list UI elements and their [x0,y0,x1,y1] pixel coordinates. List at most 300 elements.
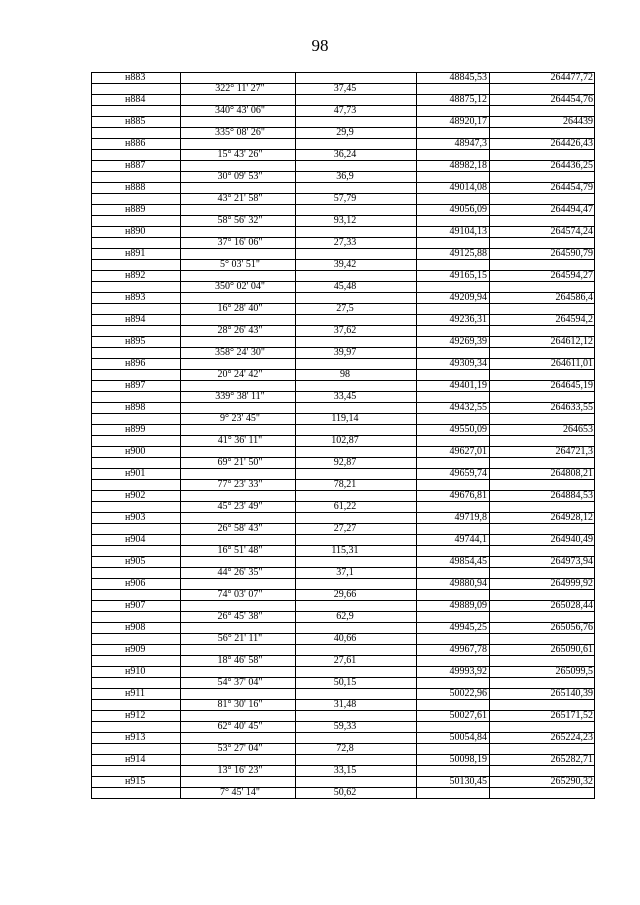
x-coordinate-cell: 49967,78 [449,644,487,655]
table-row-border [91,149,595,150]
distance-cell: 31,48 [333,699,357,710]
point-name-cell: н891 [125,248,146,259]
bearing-cell: 7° 45' 14" [220,787,260,798]
x-coordinate-cell: 49165,15 [449,270,487,281]
distance-cell: 29,9 [336,127,354,138]
x-coordinate-cell: 50130,45 [449,776,487,787]
table-row-border [91,743,595,744]
table-row [91,72,595,83]
distance-cell: 36,24 [333,149,357,160]
distance-cell: 78,21 [333,479,357,490]
point-name-cell: н889 [125,204,146,215]
table-row [91,105,595,116]
table-column-border [180,72,181,798]
x-coordinate-cell: 49889,09 [449,600,487,611]
point-name-cell: н892 [125,270,146,281]
distance-cell: 72,8 [336,743,354,754]
table-row [91,732,595,743]
point-name-cell: н897 [125,380,146,391]
distance-cell: 33,15 [333,765,357,776]
x-coordinate-cell: 49627,01 [449,446,487,457]
table-row-border [91,281,595,282]
table-row [91,534,595,545]
distance-cell: 93,12 [333,215,357,226]
x-coordinate-cell: 49401,19 [449,380,487,391]
table-row [91,358,595,369]
table-row-border [91,798,595,799]
table-row-border [91,237,595,238]
point-name-cell: н884 [125,94,146,105]
table-row-border [91,688,595,689]
point-name-cell: н903 [125,512,146,523]
x-coordinate-cell: 50022,96 [449,688,487,699]
y-coordinate-cell: 265282,71 [550,754,593,765]
bearing-cell: 20° 24' 42" [217,369,263,380]
x-coordinate-cell: 49719,8 [454,512,487,523]
bearing-cell: 16° 28' 40" [217,303,263,314]
x-coordinate-cell: 49432,55 [449,402,487,413]
table-row [91,314,595,325]
table-row-border [91,292,595,293]
bearing-cell: 18° 46' 58" [217,655,263,666]
point-name-cell: н902 [125,490,146,501]
bearing-cell: 45° 23' 49" [217,501,263,512]
table-row-border [91,732,595,733]
table-row [91,325,595,336]
y-coordinate-cell: 264884,53 [550,490,593,501]
distance-cell: 45,48 [333,281,357,292]
point-name-cell: н905 [125,556,146,567]
y-coordinate-cell: 264494,47 [550,204,593,215]
table-row-border [91,468,595,469]
table-row-border [91,534,595,535]
y-coordinate-cell: 265028,44 [550,600,593,611]
y-coordinate-cell: 264586,4 [555,292,593,303]
table-row [91,226,595,237]
table-row-border [91,721,595,722]
table-row [91,248,595,259]
point-name-cell: н886 [125,138,146,149]
bearing-cell: 350° 02' 04" [215,281,265,292]
x-coordinate-cell: 49209,94 [449,292,487,303]
bearing-cell: 28° 26' 43" [217,325,263,336]
table-row [91,237,595,248]
table-row [91,710,595,721]
table-row-border [91,776,595,777]
distance-cell: 29,66 [333,589,357,600]
point-name-cell: н895 [125,336,146,347]
x-coordinate-cell: 49993,92 [449,666,487,677]
table-row [91,347,595,358]
distance-cell: 27,61 [333,655,357,666]
bearing-cell: 41° 36' 11" [217,435,263,446]
table-row [91,545,595,556]
y-coordinate-cell: 264928,12 [550,512,593,523]
table-row-border [91,545,595,546]
table-row [91,633,595,644]
table-row-border [91,787,595,788]
x-coordinate-cell: 49880,94 [449,578,487,589]
distance-cell: 40,66 [333,633,357,644]
table-column-border [594,72,595,798]
table-row [91,369,595,380]
x-coordinate-cell: 49945,25 [449,622,487,633]
table-row [91,457,595,468]
bearing-cell: 77° 23' 33" [217,479,263,490]
point-name-cell: н904 [125,534,146,545]
table-row [91,160,595,171]
table-row [91,743,595,754]
x-coordinate-cell: 49854,45 [449,556,487,567]
table-row [91,644,595,655]
table-row-border [91,226,595,227]
table-row [91,270,595,281]
x-coordinate-cell: 49014,08 [449,182,487,193]
table-row-border [91,556,595,557]
table-row-border [91,589,595,590]
table-row-border [91,94,595,95]
x-coordinate-cell: 48947,3 [454,138,487,149]
x-coordinate-cell: 49744,1 [454,534,487,545]
table-row [91,94,595,105]
y-coordinate-cell: 264590,79 [550,248,593,259]
table-row [91,149,595,160]
table-row-border [91,369,595,370]
table-row-border [91,193,595,194]
table-row [91,380,595,391]
x-coordinate-cell: 49125,88 [449,248,487,259]
y-coordinate-cell: 264454,79 [550,182,593,193]
point-name-cell: н911 [125,688,145,699]
table-row [91,688,595,699]
table-row [91,127,595,138]
table-row-border [91,204,595,205]
distance-cell: 27,27 [333,523,357,534]
y-coordinate-cell: 264973,94 [550,556,593,567]
bearing-cell: 335° 08' 26" [215,127,265,138]
distance-cell: 36,9 [336,171,354,182]
distance-cell: 39,97 [333,347,357,358]
table-row-border [91,127,595,128]
distance-cell: 50,62 [333,787,357,798]
bearing-cell: 15° 43' 26" [217,149,263,160]
table-row-border [91,567,595,568]
point-name-cell: н908 [125,622,146,633]
table-row-border [91,380,595,381]
bearing-cell: 358° 24' 30" [215,347,265,358]
point-name-cell: н896 [125,358,146,369]
table-row [91,754,595,765]
bearing-cell: 26° 58' 43" [217,523,263,534]
table-row [91,435,595,446]
table-row [91,611,595,622]
y-coordinate-cell: 264653 [563,424,593,435]
y-coordinate-cell: 265290,32 [550,776,593,787]
bearing-cell: 81° 30' 16" [217,699,263,710]
table-row-border [91,435,595,436]
x-coordinate-cell: 50054,84 [449,732,487,743]
bearing-cell: 26° 45' 38" [217,611,263,622]
page-number: 98 [311,36,329,55]
table-row [91,259,595,270]
table-row [91,523,595,534]
bearing-cell: 53° 27' 04" [217,743,263,754]
y-coordinate-cell: 264574,24 [550,226,593,237]
table-row [91,391,595,402]
table-row-border [91,523,595,524]
table-row-border [91,490,595,491]
table-row [91,292,595,303]
table-row [91,776,595,787]
table-row [91,215,595,226]
table-row-border [91,512,595,513]
bearing-cell: 69° 21' 50" [217,457,263,468]
table-row-border [91,182,595,183]
bearing-cell: 13° 16' 23" [217,765,263,776]
point-name-cell: н914 [125,754,146,765]
table-row-border [91,655,595,656]
x-coordinate-cell: 49056,09 [449,204,487,215]
table-row [91,589,595,600]
point-name-cell: н915 [125,776,146,787]
table-row [91,413,595,424]
bearing-cell: 16° 51' 48" [217,545,263,556]
point-name-cell: н898 [125,402,146,413]
y-coordinate-cell: 264940,49 [550,534,593,545]
table-row-border [91,391,595,392]
table-row [91,281,595,292]
table-row-border [91,402,595,403]
distance-cell: 39,42 [333,259,357,270]
distance-cell: 59,33 [333,721,357,732]
y-coordinate-cell: 265099,5 [555,666,593,677]
table-row [91,567,595,578]
table-row [91,303,595,314]
x-coordinate-cell: 48982,18 [449,160,487,171]
table-row-border [91,171,595,172]
y-coordinate-cell: 264645,19 [550,380,593,391]
bearing-cell: 44° 26' 35" [217,567,263,578]
y-coordinate-cell: 265224,23 [550,732,593,743]
coordinates-table [91,72,595,798]
table-row-border [91,424,595,425]
table-row [91,787,595,798]
point-name-cell: н887 [125,160,146,171]
distance-cell: 37,62 [333,325,357,336]
table-row [91,204,595,215]
y-coordinate-cell: 265056,76 [550,622,593,633]
x-coordinate-cell: 49236,31 [449,314,487,325]
table-row-border [91,710,595,711]
table-row-border [91,479,595,480]
bearing-cell: 5° 03' 51" [220,259,260,270]
table-row [91,424,595,435]
point-name-cell: н909 [125,644,146,655]
table-row [91,490,595,501]
table-row-border [91,578,595,579]
bearing-cell: 56° 21' 11" [217,633,263,644]
table-row [91,512,595,523]
distance-cell: 33,45 [333,391,357,402]
table-row-border [91,83,595,84]
y-coordinate-cell: 265140,39 [550,688,593,699]
table-row-border [91,336,595,337]
bearing-cell: 74° 03' 07" [217,589,263,600]
table-row-border [91,457,595,458]
table-row [91,446,595,457]
y-coordinate-cell: 264808,21 [550,468,593,479]
y-coordinate-cell: 264436,25 [550,160,593,171]
table-row [91,578,595,589]
x-coordinate-cell: 49550,09 [449,424,487,435]
point-name-cell: н883 [125,72,146,83]
point-name-cell: н900 [125,446,146,457]
x-coordinate-cell: 49269,39 [449,336,487,347]
x-coordinate-cell: 48920,17 [449,116,487,127]
table-row-border [91,138,595,139]
table-row-border [91,358,595,359]
table-row-border [91,160,595,161]
x-coordinate-cell: 48845,53 [449,72,487,83]
table-row [91,600,595,611]
table-row-border [91,72,595,73]
distance-cell: 92,87 [333,457,357,468]
table-row-border [91,765,595,766]
bearing-cell: 339° 38' 11" [215,391,265,402]
table-row [91,501,595,512]
table-row-border [91,314,595,315]
distance-cell: 37,1 [336,567,354,578]
table-column-border [416,72,417,798]
point-name-cell: н885 [125,116,146,127]
table-row [91,622,595,633]
point-name-cell: н912 [125,710,146,721]
table-row [91,193,595,204]
bearing-cell: 37° 16' 06" [217,237,263,248]
table-row-border [91,699,595,700]
point-name-cell: н894 [125,314,146,325]
table-row-border [91,754,595,755]
distance-cell: 62,9 [336,611,354,622]
point-name-cell: н913 [125,732,146,743]
table-row [91,468,595,479]
table-row-border [91,611,595,612]
y-coordinate-cell: 264611,01 [550,358,593,369]
point-name-cell: н907 [125,600,146,611]
table-row-border [91,600,595,601]
bearing-cell: 58° 56' 32" [217,215,263,226]
table-column-border [91,72,92,798]
distance-cell: 57,79 [333,193,357,204]
table-row [91,116,595,127]
y-coordinate-cell: 264999,92 [550,578,593,589]
table-row [91,171,595,182]
point-name-cell: н906 [125,578,146,589]
bearing-cell: 30° 09' 53" [217,171,263,182]
bearing-cell: 54° 37' 04" [217,677,263,688]
table-row-border [91,677,595,678]
bearing-cell: 9° 23' 45" [220,413,260,424]
table-row-border [91,303,595,304]
table-row-border [91,105,595,106]
table-row [91,677,595,688]
table-row-border [91,215,595,216]
table-row-border [91,666,595,667]
table-row-border [91,501,595,502]
y-coordinate-cell: 264633,55 [550,402,593,413]
y-coordinate-cell: 264594,27 [550,270,593,281]
x-coordinate-cell: 50098,19 [449,754,487,765]
distance-cell: 37,45 [333,83,357,94]
distance-cell: 102,87 [331,435,359,446]
distance-cell: 50,15 [333,677,357,688]
table-row [91,83,595,94]
distance-cell: 98 [340,369,350,380]
table-column-border [295,72,296,798]
table-row-border [91,622,595,623]
y-coordinate-cell: 265171,52 [550,710,593,721]
x-coordinate-cell: 50027,61 [449,710,487,721]
table-row-border [91,270,595,271]
y-coordinate-cell: 264612,12 [550,336,593,347]
bearing-cell: 43° 21' 58" [217,193,263,204]
table-row-border [91,446,595,447]
x-coordinate-cell: 49676,81 [449,490,487,501]
y-coordinate-cell: 264439 [563,116,593,127]
table-row [91,721,595,732]
x-coordinate-cell: 49309,34 [449,358,487,369]
x-coordinate-cell: 49659,74 [449,468,487,479]
bearing-cell: 322° 11' 27" [215,83,265,94]
y-coordinate-cell: 264426,43 [550,138,593,149]
table-row [91,479,595,490]
distance-cell: 115,31 [331,545,359,556]
table-row-border [91,248,595,249]
table-row-border [91,259,595,260]
distance-cell: 119,14 [331,413,359,424]
table-column-border [489,72,490,798]
table-row [91,336,595,347]
table-row-border [91,644,595,645]
distance-cell: 61,22 [333,501,357,512]
y-coordinate-cell: 264721,3 [555,446,593,457]
distance-cell: 47,73 [333,105,357,116]
table-row-border [91,633,595,634]
y-coordinate-cell: 264454,76 [550,94,593,105]
table-row [91,765,595,776]
table-row [91,666,595,677]
y-coordinate-cell: 264594,2 [555,314,593,325]
point-name-cell: н901 [125,468,146,479]
table-row-border [91,325,595,326]
x-coordinate-cell: 49104,13 [449,226,487,237]
point-name-cell: н893 [125,292,146,303]
table-row [91,655,595,666]
point-name-cell: н890 [125,226,146,237]
table-row-border [91,347,595,348]
table-row-border [91,116,595,117]
table-row [91,556,595,567]
distance-cell: 27,5 [336,303,354,314]
table-row [91,699,595,710]
point-name-cell: н910 [125,666,146,677]
x-coordinate-cell: 48875,12 [449,94,487,105]
table-row [91,138,595,149]
distance-cell: 27,33 [333,237,357,248]
point-name-cell: н899 [125,424,146,435]
y-coordinate-cell: 265090,61 [550,644,593,655]
y-coordinate-cell: 264477,72 [550,72,593,83]
